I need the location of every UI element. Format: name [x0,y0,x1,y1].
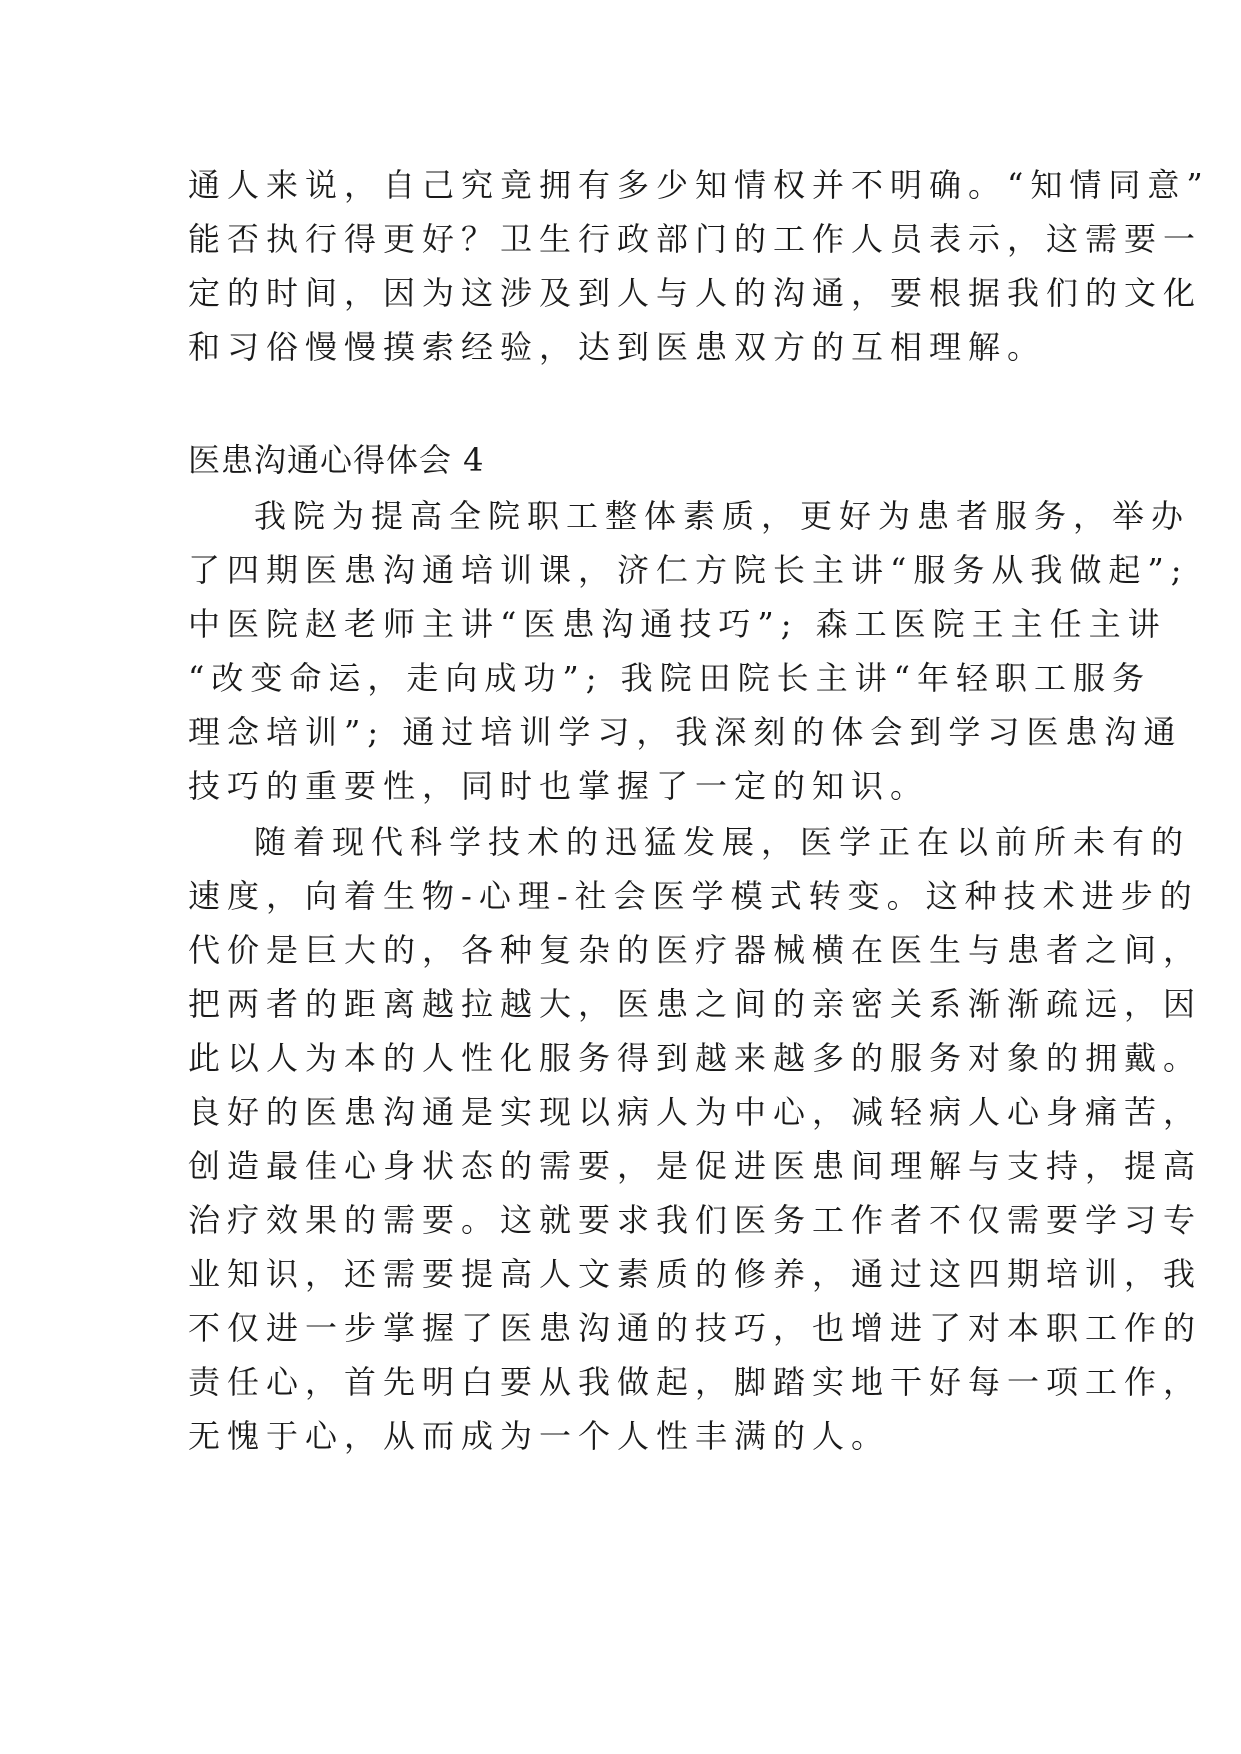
text-line: 速度，向着生物-心理-社会医学模式转变。这种技术进步的 [188,877,1199,915]
text-line: 随着现代科学技术的迅猛发展，医学正在以前所未有的 [254,823,1191,861]
text-line: 中医院赵老师主讲“医患沟通技巧”; 森工医院王主任主讲 [188,605,1167,643]
text-line: 把两者的距离越拉越大，医患之间的亲密关系渐渐疏远，因 [188,985,1203,1023]
text-line: 理念培训”; 通过培训学习，我深刻的体会到学习医患沟通 [188,713,1183,751]
text-line: 能否执行得更好？卫生行政部门的工作人员表示，这需要一 [188,220,1203,258]
text-line: “改变命运，走向成功”; 我院田院长主讲“年轻职工服务 [188,659,1152,697]
text-line: 无愧于心，从而成为一个人性丰满的人。 [188,1417,891,1455]
text-line: 技巧的重要性，同时也掌握了一定的知识。 [188,767,930,805]
text-line: 业知识，还需要提高人文素质的修养，通过这四期培训，我 [188,1255,1203,1293]
text-line: 和习俗慢慢摸索经验，达到医患双方的互相理解。 [188,328,1047,366]
text-line: 通人来说，自己究竟拥有多少知情权并不明确。“知情同意” [188,166,1210,204]
text-line: 良好的医患沟通是实现以病人为中心，减轻病人心身痛苦， [188,1093,1203,1131]
section-heading: 医患沟通心得体会 4 [188,441,485,479]
text-line: 创造最佳心身状态的需要，是促进医患间理解与支持，提高 [188,1147,1203,1185]
text-line: 此以人为本的人性化服务得到越来越多的服务对象的拥戴。 [188,1039,1203,1077]
text-line: 定的时间，因为这涉及到人与人的沟通，要根据我们的文化 [188,274,1203,312]
text-line: 代价是巨大的，各种复杂的医疗器械横在医生与患者之间， [188,931,1203,969]
text-line: 不仅进一步掌握了医患沟通的技巧，也增进了对本职工作的 [188,1309,1203,1347]
text-line: 我院为提高全院职工整体素质，更好为患者服务，举办 [254,497,1191,535]
text-line: 治疗效果的需要。这就要求我们医务工作者不仅需要学习专 [188,1201,1203,1239]
text-line: 责任心，首先明白要从我做起，脚踏实地干好每一项工作， [188,1363,1203,1401]
text-line: 了四期医患沟通培训课，济仁方院长主讲“服务从我做起”; [188,551,1189,589]
